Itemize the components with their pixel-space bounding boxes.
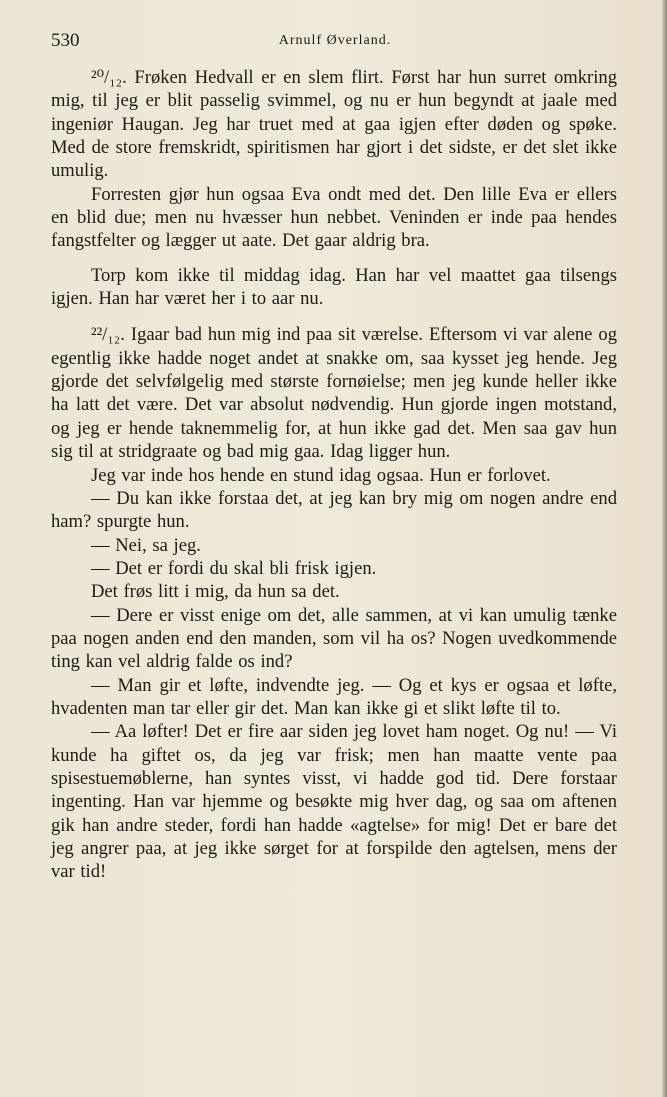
page-edge <box>662 0 667 1097</box>
running-title: Arnulf Øverland. <box>278 33 392 48</box>
paragraph-9: Det frøs litt i mig, da hun sa det. <box>91 581 340 603</box>
paragraph-12: — Aa løfter! Det er fire aar siden jeg lovet ham noget. Og nu! — Vi kunde ha giftet os, da jeg var frisk; men han maatte vente paa spisestuemøblerne, han syntes visst, vi hadde god tid. Dere forstaar ingenting. Han var hjemme og besøkte mig hver dag, og saa om aftenen gik han andre steder, fordi han hadde «agtelse» for mig! Det er bare det jeg angrer paa, at jeg ikke sørget for at forspilde den agtelsen, mens der var tid! <box>51 721 617 883</box>
paragraph-10: — Dere er visst enige om det, alle sammen, at vi kan umulig tænke paa nogen anden end den manden, som vil ha os? Nogen uvedkommende ting kan vel aldrig falde os ind? <box>51 604 617 673</box>
paragraph-3: Torp kom ikke til middag idag. Han har vel maattet gaa tilsengs igjen. Han har været her i to aar nu. <box>51 264 617 310</box>
paragraph-4: ²²/₁₂. Igaar bad hun mig ind paa sit værelse. Eftersom vi var alene og egentlig ikke hadde noget andet at snakke om, saa kysset jeg hende. Jeg gjorde det selvfølgelig med største fornøielse; men jeg kunde heller ikke ha latt det være. Det var absolut nødvendig. Hun gjorde ingen motstand, og jeg er hende taknemmelig for, at hun ikke gad det. Men saa gav hun sig til at stridgraate og bad mig gaa. Idag ligger hun. <box>51 324 617 463</box>
paragraph-11: — Man gir et løfte, indvendte jeg. — Og et kys er ogsaa et løfte, hvadenten man tar eller gir det. Man kan ikke gi et slikt løfte til to. <box>51 674 617 719</box>
paragraph-8: — Det er fordi du skal bli frisk igjen. <box>91 557 377 579</box>
body-text <box>51 66 617 884</box>
paragraph-7: — Nei, sa jeg. <box>91 534 201 556</box>
paragraph-2: Forresten gjør hun ogsaa Eva ondt med det. Den lille Eva er ellers en blid due; men nu hvæsser hun nebbet. Veninden er inde paa hendes fangstfelter og lægger ut aate. Det gaar aldrig bra. <box>51 183 617 252</box>
page-number: 530 <box>51 30 80 51</box>
paragraph-1: ²⁰/₁₂. Frøken Hedvall er en slem flirt. Først har hun surret omkring mig, til jeg er blit passelig svimmel, og nu er hun begyndt at jaale med ingeniør Haugan. Jeg har truet med at gaa igjen efter døden og spøke. Med de store fremskridt, spiritismen har gjort i det sidste, er det slet ikke umulig. <box>51 67 617 182</box>
paragraph-5: Jeg var inde hos hende en stund idag ogsaa. Hun er forlovet. <box>91 464 551 486</box>
page-header <box>51 30 619 54</box>
paragraph-6: — Du kan ikke forstaa det, at jeg kan bry mig om nogen andre end ham? spurgte hun. <box>51 487 617 533</box>
